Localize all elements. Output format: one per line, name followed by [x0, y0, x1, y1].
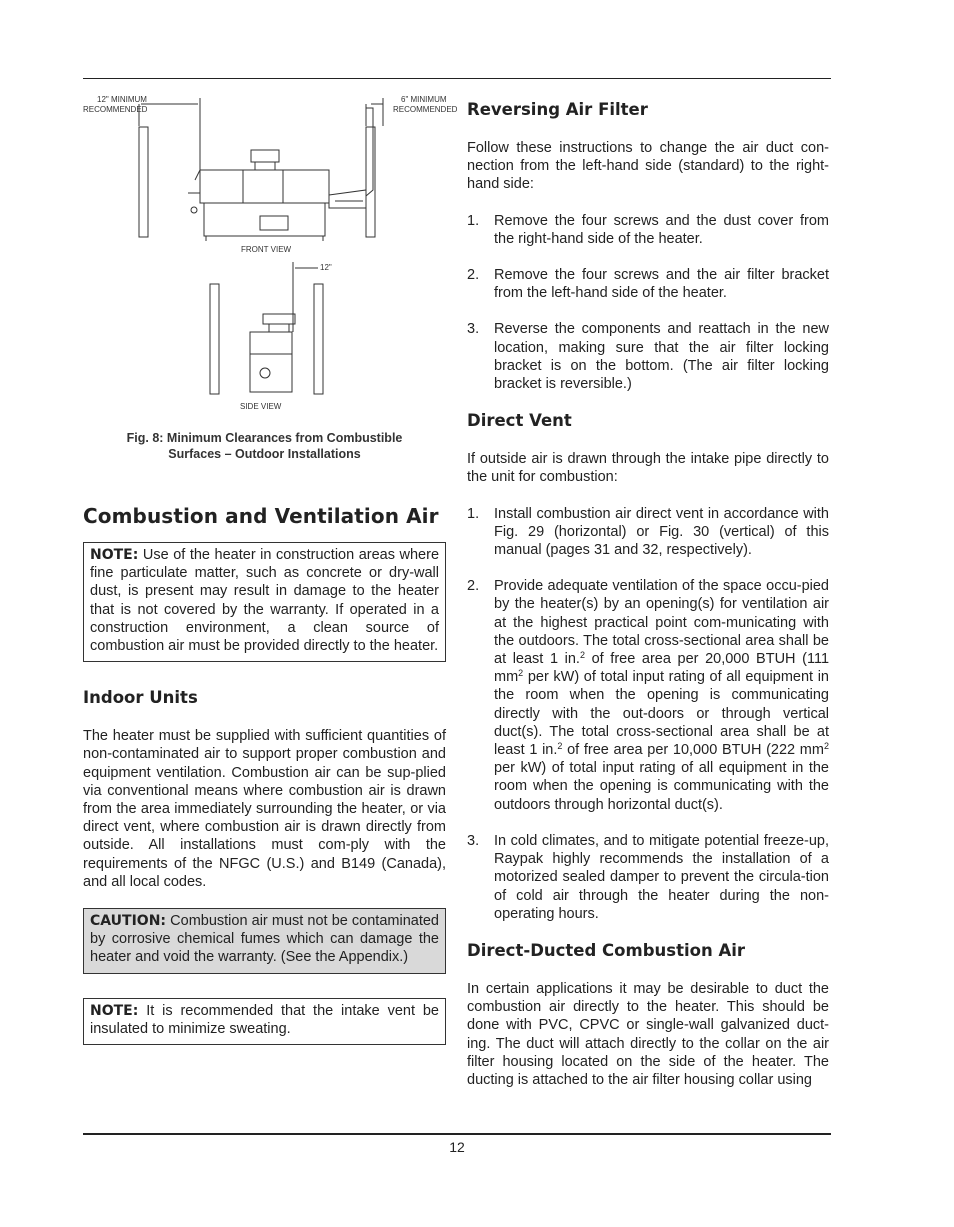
left-clearance-label: 12" MINIMUM — [97, 95, 147, 104]
note-text: Use of the heater in construction areas where fine particulate matter, such as concrete or dry-wall dust, is present may result in damage to the heater that is not covered by the warranty. If operated in a construction environment, a clean source of combustion air must be provided directly to the heater. — [90, 547, 440, 655]
list-item: 3. In cold climates, and to mitigate potential freeze-up, Raypak highly recommends the installation of a motorized sealed damper to prevent the circula-tion of cold air through the heater during the non-operating hours. — [467, 832, 829, 922]
direct-ducted-text: In certain applications it may be desirable to duct the combustion air directly to the heater. This should be done with PVC, CPVC or single-wall galvanized duct-ing. The duct will attach directly to the collar on the air filter housing located on the side of the heater. The ducting is attached to the air filter housing collar using — [467, 980, 829, 1088]
note-text: It is recommended that the intake vent be insulated to minimize sweating. — [90, 1002, 439, 1037]
left-column — [83, 90, 458, 1045]
caution-label: CAUTION: — [90, 913, 167, 930]
top-rule — [83, 78, 831, 79]
direct-vent-steps — [467, 505, 829, 923]
right-recommended-label: RECOMMENDED — [393, 105, 458, 114]
right-column — [467, 100, 829, 1089]
reversing-steps — [467, 212, 829, 394]
construction-note-box — [83, 542, 446, 662]
list-item: 2. Provide adequate ventilation of the space occu-pied by the heater(s) by an opening(s) for ventilation air at the highest practical point com-municating with the outdoors. The total cross-sectional area shall be at least 1 in.$^2$ of free area per 20,000 BTUH (111 $mm^2$ per kW) of total input rating of all equipment in the room when the opening is communicating directly with the out-doors or through vertical duct(s). The total cross-sectional area shall be at least 1 in.$^2$ of free area per 10,000 BTUH (222 $mm^2$ per kW) of total input rating of all equipment in the room when the opening is communicating with the outdoors through horizontal duct(s). — [467, 578, 830, 813]
caution-text: Combustion air must not be contaminated by corrosive chemical fumes which can damage the heater and void the warranty. (See the Appendix.) — [90, 913, 439, 966]
side-view-label: SIDE VIEW — [240, 402, 282, 411]
direct-vent-intro: If outside air is drawn through the intake pipe directly to the unit for combustion: — [467, 451, 829, 486]
clearance-figure — [83, 90, 458, 422]
clearance-drawing — [83, 90, 458, 422]
left-recommended-label: RECOMMENDED — [83, 105, 148, 114]
list-item: 3. Reverse the components and reattach in the new location, making sure that the air filter locking bracket is on the bottom. (The air filter locking bracket is reversible.) — [467, 321, 829, 393]
indoor-units-text: The heater must be supplied with sufficient quantities of non-contaminated air to support proper combustion and equipment ventilation. Combustion air can be sup-plied via conventional means where combustion air is drawn from the area immediately surrounding the heater, or via direct vent, where combustion air is drawn directly from outside. All installations must com-ply with the requirements of the NFGC (U.S.) and B149 (Canada), and all local codes. — [83, 728, 446, 890]
section-heading: Combustion and Ventilation Air — [83, 504, 439, 528]
bottom-rule — [83, 1133, 831, 1135]
list-item: 1. Remove the four screws and the dust cover from the right-hand side of the heater. — [467, 212, 829, 247]
page-number: 12 — [449, 1139, 465, 1155]
side-clearance-label: 12" — [320, 263, 332, 272]
front-view-label: FRONT VIEW — [241, 245, 292, 254]
direct-ducted-heading: Direct-Ducted Combustion Air — [467, 940, 746, 960]
direct-vent-heading: Direct Vent — [467, 411, 572, 431]
caution-box — [83, 908, 446, 974]
figure-caption: Fig. 8: Minimum Clearances from Combustible Surfaces – Outdoor Installations — [126, 431, 403, 461]
list-item: 2. Remove the four screws and the air filter bracket from the left-hand side of the heater. — [467, 267, 829, 302]
indoor-units-heading: Indoor Units — [83, 688, 198, 708]
note-label: NOTE: — [90, 1002, 139, 1019]
note-label: NOTE: — [90, 547, 139, 563]
right-clearance-label: 6" MINIMUM — [401, 95, 447, 104]
list-item: 1. Install combustion air direct vent in accordance with Fig. 29 (horizontal) or Fig. 30 (vertical) of this manual (pages 31 and 32, respectively). — [467, 505, 829, 559]
intake-note-box — [83, 998, 446, 1045]
reversing-air-filter-heading: Reversing Air Filter — [467, 100, 648, 119]
reversing-intro: Follow these instructions to change the air duct con-nection from the left-hand side (standard) to the right-hand side: — [467, 140, 829, 193]
